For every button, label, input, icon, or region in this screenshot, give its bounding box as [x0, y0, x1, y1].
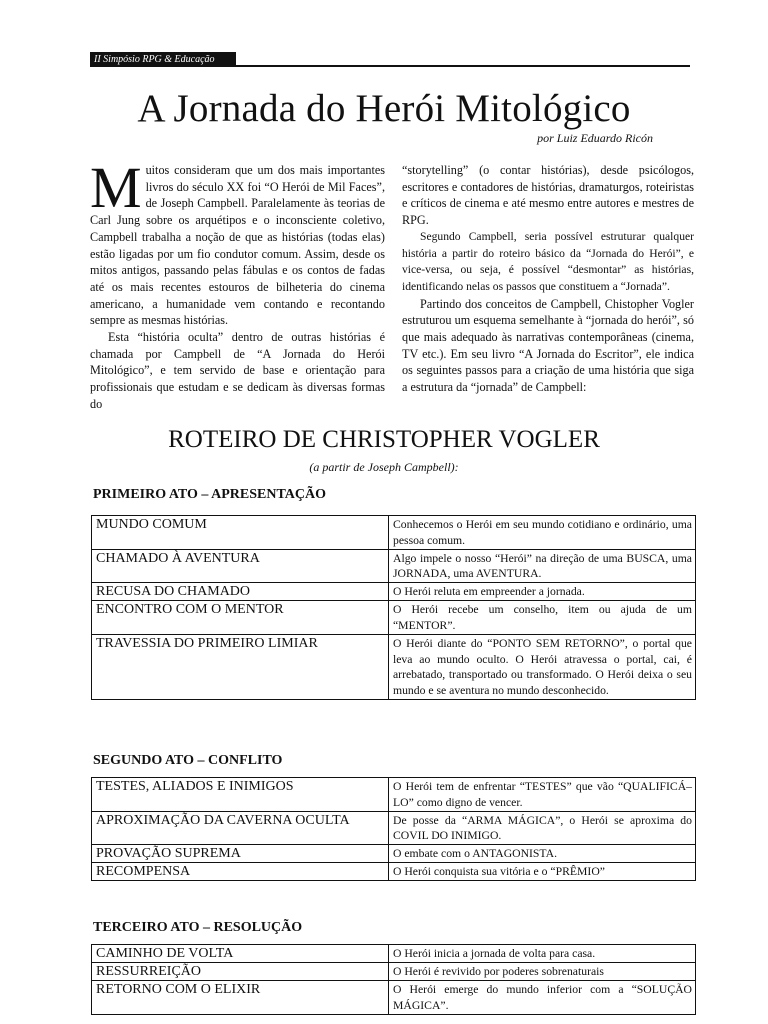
step-name: RETORNO COM O ELIXIR	[92, 981, 389, 1015]
step-description: Conhecemos o Herói em seu mundo cotidiano e ordinário, uma pessoa comum.	[389, 516, 696, 550]
paragraph-3: “storytelling” (o contar histórias), desde psicólogos, escritores e contadores de histórias, dramaturgos, roteiristas e críticos de cinema e até mesmo entre autores e mestres de RPG.	[402, 163, 694, 228]
step-name: APROXIMAÇÃO DA CAVERNA OCULTA	[92, 811, 389, 845]
byline: por Luiz Eduardo Ricón	[537, 131, 653, 145]
step-name: MUNDO COMUM	[92, 516, 389, 550]
table-row	[92, 945, 696, 963]
table-row	[92, 583, 696, 601]
step-description: O Herói é revivido por poderes sobrenaturais	[389, 963, 696, 981]
step-name: CAMINHO DE VOLTA	[92, 945, 389, 963]
table-row	[92, 549, 696, 583]
table-row	[92, 963, 696, 981]
act-3-title: TERCEIRO ATO – RESOLUÇÃO	[93, 920, 303, 935]
header-rule	[236, 65, 690, 67]
table-row	[92, 516, 696, 550]
step-description: O Herói recebe um conselho, item ou ajuda de um “MENTOR”.	[389, 601, 696, 635]
step-name: RESSURREIÇÃO	[92, 963, 389, 981]
paragraph-1-text: uitos consideram que um dos mais importantes livros do século XX foi “O Herói de Mil Faces”, de Joseph Campbell. Paralelamente às teorias de Carl Jung sobre os arquétipos e o inconsciente coletivo, Campbell trabalha a noção de que as histórias (todas elas) estão ligadas por um fio condutor comum. Assim, desde os mitos antigos, passando pelas fábulas e os contos de fadas até os mais recentes estouros de bilheteria do cinema americano, a humanidade vem contando e recontando sempre as mesmas histórias.	[90, 163, 385, 328]
section-subtitle: (a partir de Joseph Campbell):	[309, 460, 459, 474]
table-row	[92, 863, 696, 881]
table-row	[92, 981, 696, 1015]
paragraph-2: Esta “história oculta” dentro de outras histórias é chamada por Campbell de “A Jornada do Herói Mitológico”, e tem servido de base e orientação para profissionais que estudam e se dedicam às diversas formas do	[90, 330, 385, 411]
step-description: O Herói reluta em empreender a jornada.	[389, 583, 696, 601]
step-description: O embate com o ANTAGONISTA.	[389, 845, 696, 863]
act-1-table	[91, 515, 696, 700]
table-row	[92, 601, 696, 635]
section-title: ROTEIRO DE CHRISTOPHER VOGLER	[168, 426, 600, 453]
table-row	[92, 845, 696, 863]
table-row	[92, 778, 696, 812]
act-3-table	[91, 944, 696, 1015]
table-row	[92, 811, 696, 845]
text-column-right	[402, 162, 694, 396]
step-name: RECOMPENSA	[92, 863, 389, 881]
text-column-left	[90, 155, 385, 413]
act-2-title: SEGUNDO ATO – CONFLITO	[93, 753, 283, 768]
step-description: Algo impele o nosso “Herói” na direção de uma BUSCA, uma JORNADA, uma AVENTURA.	[389, 549, 696, 583]
step-name: TRAVESSIA DO PRIMEIRO LIMIAR	[92, 634, 389, 699]
article-title: A Jornada do Herói Mitológico	[137, 87, 631, 130]
step-description: O Herói emerge do mundo inferior com a “SOLUÇÃO MÁGICA”.	[389, 981, 696, 1015]
running-header	[90, 52, 690, 67]
step-description: De posse da “ARMA MÁGICA”, o Herói se aproxima do COVIL DO INIMIGO.	[389, 811, 696, 845]
step-description: O Herói tem de enfrentar “TESTES” que vão “QUALIFICÁ–LO” como digno de vencer.	[389, 778, 696, 812]
step-name: RECUSA DO CHAMADO	[92, 583, 389, 601]
step-name: TESTES, ALIADOS E INIMIGOS	[92, 778, 389, 812]
paragraph-5: Partindo dos conceitos de Campbell, Chistopher Vogler estruturou um esquema semelhante à “jornada do herói”, só que mais adequado às narrativas contemporâneas (cinema, TV etc.). Em seu livro “A Jornada do Escritor”, ele indica os seguintes passos para a criação de uma história que siga a estrutura da “jornada” de Campbell:	[402, 296, 694, 395]
step-name: ENCONTRO COM O MENTOR	[92, 601, 389, 635]
act-2-table	[91, 777, 696, 881]
drop-cap: M	[90, 155, 142, 220]
act-1-title: PRIMEIRO ATO – APRESENTAÇÃO	[93, 487, 326, 502]
step-description: O Herói conquista sua vitória e o “PRÊMIO”	[389, 863, 696, 881]
paragraph-4: Segundo Campbell, seria possível estruturar qualquer história a partir do roteiro básico da “Jornada do Herói”, e vice-versa, ou seja, é possível “desmontar” as histórias, identificando nelas os passos que constituem a “Jornada”.	[402, 229, 694, 293]
step-description: O Herói inicia a jornada de volta para casa.	[389, 945, 696, 963]
header-label: II Simpósio RPG & Educação	[90, 52, 236, 67]
step-name: CHAMADO À AVENTURA	[92, 549, 389, 583]
step-name: PROVAÇÃO SUPREMA	[92, 845, 389, 863]
paragraph-1	[90, 155, 385, 329]
table-row	[92, 634, 696, 699]
step-description: O Herói diante do “PONTO SEM RETORNO”, o portal que leva ao mundo oculto. O Herói atravessa o portal, cai, é arrebatado, transportado ou transformado. O Herói deixa o seu mundo e se aventura no mundo desconhecido.	[389, 634, 696, 699]
